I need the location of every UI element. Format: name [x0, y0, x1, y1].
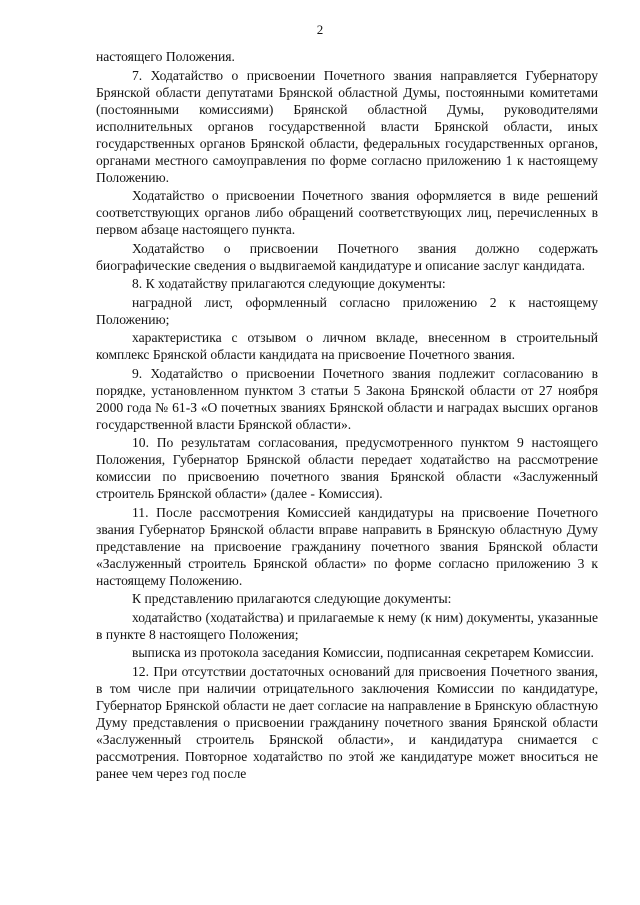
paragraph-item-8: 8. К ходатайству прилагаются следующие документы:	[132, 276, 446, 291]
page-number: 2	[316, 22, 324, 37]
paragraph-item-7: 7. Ходатайство о присвоении Почетного звания направляется Губернатору Брянской области депутатами Брянской областной Думы, постоянными комитетами (постоянными комиссиями) Брянской областной Думы, руководителями исполнительных органов государственной власти Брянской области, иных государственных органов Брянской области, федеральных государственных органов, органами местного самоуправления по форме согласно приложению 1 к настоящему Положению.	[96, 67, 598, 185]
paragraph: Ходатайство о присвоении Почетного звания должно содержать биографические сведения о выдвигаемой кандидатуре и описание заслуг кандидата.	[96, 240, 598, 273]
paragraph: наградной лист, оформленный согласно приложению 2 к настоящему Положению;	[96, 294, 598, 327]
paragraph: Ходатайство о присвоении Почетного звания оформляется в виде решений соответствующих органов либо обращений соответствующих лиц, перечисленных в первом абзаце настоящего пункта.	[96, 188, 598, 237]
paragraph: К представлению прилагаются следующие документы:	[132, 591, 452, 606]
paragraph-item-9: 9. Ходатайство о присвоении Почетного звания подлежит согласованию в порядке, установленном пунктом 3 статьи 5 Закона Брянской области от 27 ноября 2000 года № 61-З «О почетных званиях Брянской области и наградах высших органов государственной власти Брянской области».	[96, 365, 598, 432]
paragraph: характеристика с отзывом о личном вкладе, внесенном в строительный комплекс Брянской области кандидата на присвоение Почетного звания.	[96, 330, 598, 362]
paragraph-continuation: настоящего Положения.	[96, 49, 235, 64]
paragraph-item-11: 11. После рассмотрения Комиссией кандидатуры на присвоение Почетного звания Губернатор Брянской области вправе направить в Брянскую областную Думу представление на присвоение гражданину почетного звания Брянской области «Заслуженный строитель Брянской области» по форме согласно приложению 3 к настоящему Положению.	[96, 504, 598, 588]
paragraph: ходатайство (ходатайства) и прилагаемые к нему (к ним) документы, указанные в пункте 8 настоящего Положения;	[96, 609, 598, 642]
paragraph-item-10: 10. По результатам согласования, предусмотренного пунктом 9 настоящего Положения, Губернатор Брянской области передает ходатайство на рассмотрение комиссии по присвоению почетного звания Брянской области «Заслуженный строитель Брянской области» (далее - Комиссия).	[96, 435, 598, 501]
paragraph-item-12: 12. При отсутствии достаточных оснований для присвоения Почетного звания, в том числе при наличии отрицательного заключения Комиссии по кандидатуре, Губернатор Брянской области не дает согласие на направление в Брянскую областную Думу представления о присвоении гражданину почетного звания Брянской области «Заслуженный строитель Брянской области», и кандидатура снимается с рассмотрения. Повторное ходатайство по этой же кандидатуре может вноситься не ранее чем через год после	[96, 663, 598, 781]
document-body	[96, 48, 598, 783]
paragraph: выписка из протокола заседания Комиссии, подписанная секретарем Комиссии.	[132, 645, 594, 660]
